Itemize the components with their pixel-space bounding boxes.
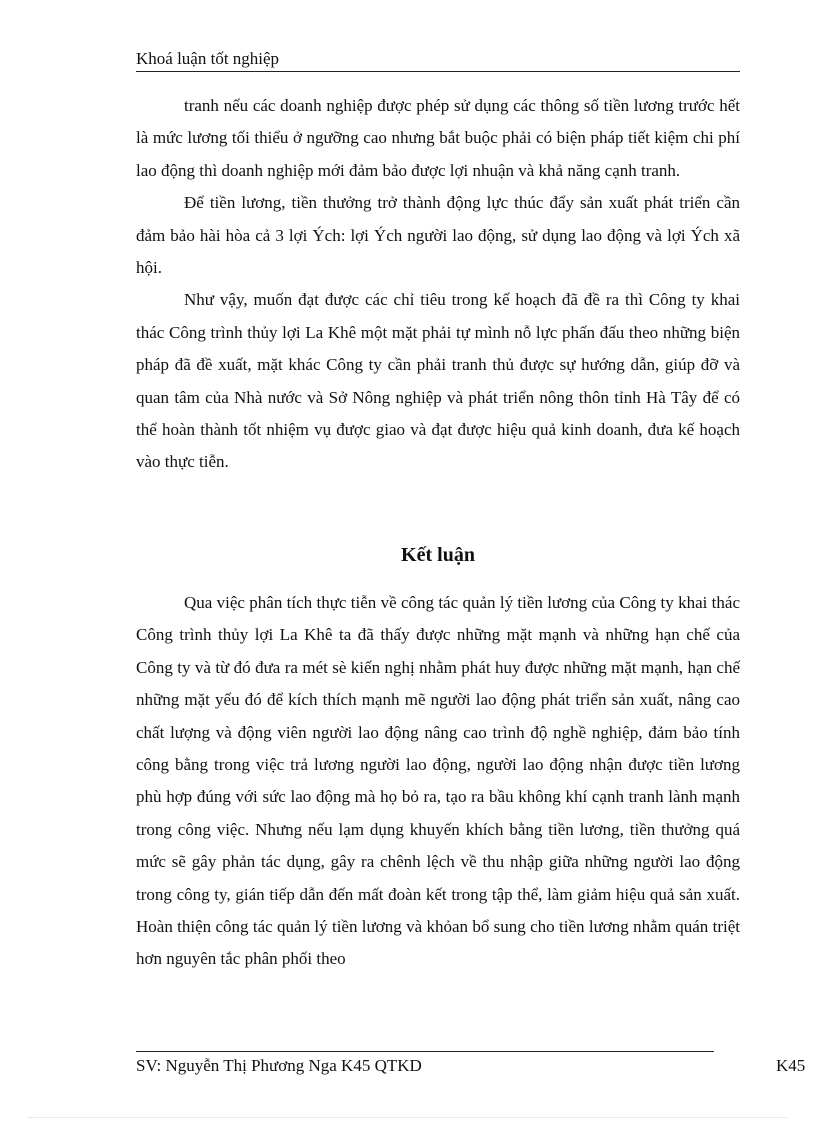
footer-code: K45 [776,1056,806,1075]
footer-student: SV: Nguyễn Thị Phương Nga K45 QTKD [136,1056,422,1075]
paragraph-3: Như vậy, muốn đạt được các chỉ tiêu trong kế hoạch đã đề ra thì Công ty khai thác Công trình thủy lợi La Khê một mặt phải tự mình nỗ lực phấn đấu theo những biện pháp đã đề xuất, mặt khác Công ty cần phải tranh thủ được sự hướng dẫn, giúp đỡ và quan tâm của Nhà nước và Sở Nông nghiệp và phát triển nông thôn tỉnh Hà Tây để có thể hoàn thành tốt nhiệm vụ được giao và đạt được hiệu quả kinh doanh, đưa kế hoạch vào thực tiễn. [136,290,740,472]
conclusion-heading: Kết luận [401,544,475,566]
conclusion-paragraph: Qua việc phân tích thực tiễn về công tác quản lý tiền lương của Công ty khai thác Công trình thủy lợi La Khê ta đã thấy được những mặt mạnh và những hạn chế của Công ty và từ đó đưa ra mét sè kiến nghị nhằm phát huy được những mặt mạnh, hạn chế những mặt yếu đó để kích thích mạnh mẽ người lao động phát triển sản xuất, nâng cao chất lượng và động viên người lao động nâng cao trình độ nghề nghiệp, đảm bảo tính công bằng trong việc trả lương người lao động, người lao động nhận được tiền lương phù hợp đúng với sức lao động mà họ bỏ ra, tạo ra bầu không khí cạnh tranh lành mạnh trong công việc. Nhưng nếu lạm dụng khuyến khích bằng tiền lương, tiền thưởng quá mức sẽ gây phản tác dụng, gây ra chênh lệch về thu nhập giữa những người lao động trong công ty, gián tiếp dẫn đến mất đoàn kết trong tập thể, làm giảm hiệu quả sản xuất. Hoàn thiện công tác quản lý tiền lương và khỏan bổ sung cho tiền lương nhằm quán triệt hơn nguyên tắc phân phối theo [136,593,740,969]
header-title: Khoá luận tốt nghiệp [136,49,280,68]
page-header [136,48,740,72]
conclusion-section [136,587,740,976]
paragraph-1: tranh nếu các doanh nghiệp được phép sử dụng các thông số tiền lương trước hết là mức lương tối thiểu ở ngưỡng cao nhưng bắt buộc phải có biện pháp tiết kiệm chi phí lao động thì doanh nghiệp mới đảm bảo được lợi nhuận và khả năng cạnh tranh. [136,96,740,180]
paragraph-2: Để tiền lương, tiền thưởng trở thành động lực thúc đẩy sản xuất phát triển cần đảm bảo hài hòa cả 3 lợi Ých: lợi Ých người lao động, sử dụng lao động và lợi Ých xã hội. [136,193,740,278]
footer-divider [136,1051,714,1052]
body-section-1 [136,90,740,479]
page-bottom-divider [28,1117,788,1118]
